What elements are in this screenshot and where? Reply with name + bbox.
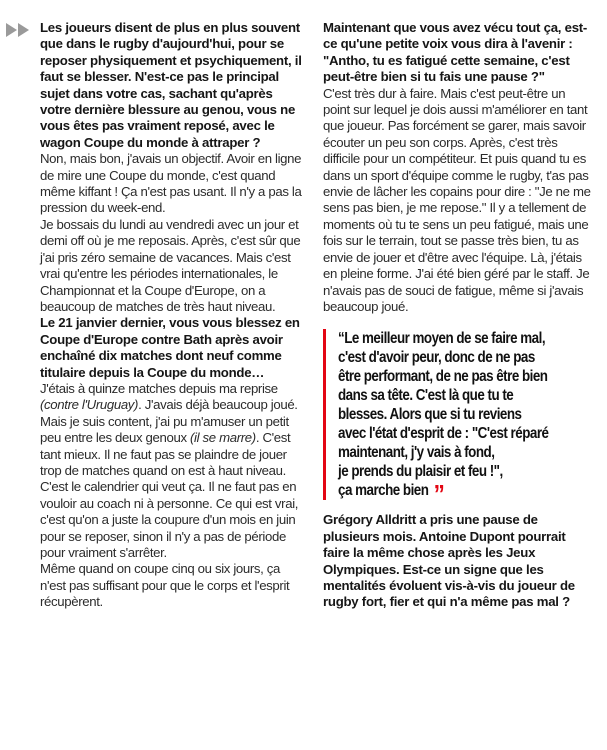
pull-quote-line: c'est d'avoir peur, donc de ne pas [338,349,535,367]
pull-quote-line: “Le meilleur moyen de se faire mal, [338,330,546,348]
question-3: Maintenant que vous avez vécu tout ça, est-ce qu'une petite voix vous dira à l'avenir : "Antho, tu es fatigué cette semaine, c'est peut-être bien si tu fais une pause ?" [323,20,588,85]
question-1: Les joueurs disent de plus en plus souvent que dans le rugby d'aujourd'hui, pour se reposer physiquement et psychiquement, il faut se blesser. N'est-ce pas le principal sujet dans votre cas, sachant qu'après votre dernière blessure au genou, vous ne vous êtes pas vraiment reposé, avec le wagon Coupe du monde à attraper ? [40,20,302,150]
pull-quote-line: maintenant, j'y vais à fond, [338,444,495,462]
pull-quote-last-line [338,479,596,510]
closing-quote-mark: ” [433,479,443,510]
left-column [40,20,302,611]
answer-4: Même quand on coupe cinq ou six jours, ça n'est pas suffisant pour que le corps et l'esprit récupèrent. [40,561,290,610]
answer-1: Non, mais bon, j'avais un objectif. Avoir en ligne de mire une Coupe du monde, c'est quand même kiffant ! Ça n'est pas usant. Il n'y a pas la pression du week-end. [40,151,302,216]
answer-3 [40,381,302,561]
question-4: Grégory Alldritt a pris une pause de plusieurs mois. Antoine Dupont pourrait faire la même chose après les Jeux Olympiques. Est-ce un signe que les mentalités évoluent vis-à-vis du joueur de rugby fort, fier et qui n'a même pas mal ? [323,512,575,610]
right-column [323,20,591,611]
pull-quote-line: être performant, de ne pas être bien [338,368,548,386]
pull-quote-line: blesses. Alors que si tu reviens [338,406,522,424]
pull-quote-text [338,329,596,510]
answer-3-text-b: . J'avais déjà beaucoup joué. Mais je suis content, j'ai pu m'amuser un petit peu entre les deux genoux [40,397,298,446]
answer-3-text-a: J'étais à quinze matches depuis ma reprise [40,380,278,396]
pull-quote-line: avec l'état d'esprit de : "C'est réparé [338,425,549,443]
question-2: Le 21 janvier dernier, vous vous blessez en Coupe d'Europe contre Bath après avoir enchaîné dix matches dont neuf comme titulaire depuis la Coupe du monde… [40,315,300,380]
answer-3-text-c: . C'est tant mieux. Il ne faut pas se plaindre de jouer trop de matches quand on est à haut niveau. C'est le calendrier qui veut ça. Il ne faut pas en vouloir au coach ni à personne. Ce qui est vrai, c'est qu'on a juste la coupure d'un mois en juin pour se reposer, sinon il n'y a pas de période pour vraiment s'arrêter. [40,430,299,560]
answer-5: C'est très dur à faire. Mais c'est peut-être un point sur lequel je dois aussi m'améliorer en tant que joueur. Pas forcément se garer, mais savoir écouter un peu son corps. Après, c'est très difficile pour un compétiteur. Et puis quand tu es dans un sport d'équipe comme le rugby, t'as pas envie de lâcher les copains pour dire : "Je ne me sens pas bien, je me repose." Il y a tellement de moments où tu te sens un peu fatigué, mais une fois sur le terrain, tout se passe très bien, tu as envie de jouer et d'être avec l'équipe. Là, j'étais en pleine forme. J'ai été bien géré par le staff. Je n'avais pas de souci de fatigue, même si j'avais beaucoup joué. [323,85,591,314]
double-arrow-icon [6,23,32,37]
pull-quote-line: ça marche bien [338,482,429,500]
pull-quote-line: je prends du plaisir et feu !", [338,463,503,481]
answer-2: Je bossais du lundi au vendredi avec un jour et demi off où je me reposais. Après, c'est sûr que j'ai pris zéro semaine de vacances. Mais c'est vrai qu'entre les périodes internationales, le Championnat et la Coupe d'Europe, on a beaucoup de matches de très haut niveau. [40,216,301,314]
answer-3-aside-1: (contre l'Uruguay) [40,397,139,413]
answer-3-aside-2: (il se marre) [190,430,256,446]
pull-quote [323,329,591,510]
pull-quote-line: dans sa tête. C'est là que tu te [338,387,514,405]
